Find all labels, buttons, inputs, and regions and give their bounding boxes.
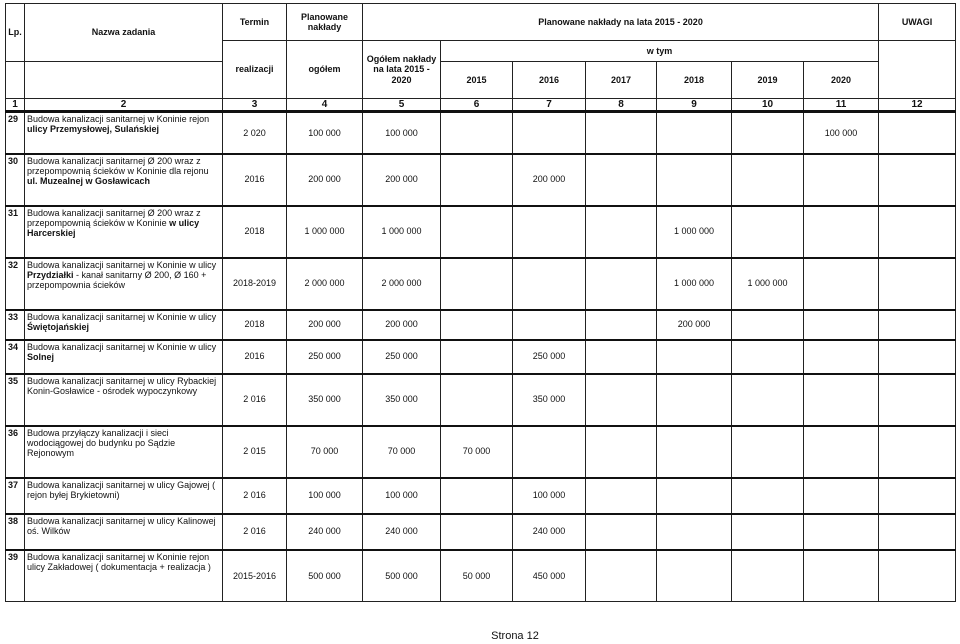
row-lp: 37	[6, 478, 25, 514]
row-value-2020	[804, 514, 879, 550]
row-value-2017	[586, 112, 657, 154]
page-number-label: Strona 12	[491, 630, 539, 642]
row-planned-total: 240 000	[287, 514, 363, 550]
row-termin: 2018-2019	[223, 258, 287, 310]
task-name-text: Budowa kanalizacji sanitarnej w ulicy Kalinowej oś. Wilków	[27, 515, 216, 536]
row-value-2017	[586, 514, 657, 550]
row-value-2015	[441, 154, 513, 206]
row-planned-total: 200 000	[287, 310, 363, 340]
task-name-text-end: - kanał sanitarny Ø 200, Ø 160 + przepompownia ścieków	[27, 269, 207, 290]
column-number: 5	[363, 99, 441, 112]
row-value-2017	[586, 310, 657, 340]
row-task-name	[25, 426, 223, 478]
row-uwagi	[879, 310, 956, 340]
row-planned-total: 70 000	[287, 426, 363, 478]
task-name-text: Budowa kanalizacji sanitarnej w Koninie rejon	[27, 114, 210, 124]
row-total-2015-2020: 240 000	[363, 514, 441, 550]
row-value-2016: 250 000	[513, 340, 586, 374]
row-total-2015-2020: 2 000 000	[363, 258, 441, 310]
row-task-name	[25, 154, 223, 206]
row-value-2015	[441, 206, 513, 258]
row-value-2017	[586, 154, 657, 206]
row-total-2015-2020: 350 000	[363, 374, 441, 426]
row-lp: 31	[6, 206, 25, 258]
row-lp: 29	[6, 112, 25, 154]
table-row	[6, 206, 956, 258]
row-value-2015	[441, 478, 513, 514]
row-value-2020	[804, 426, 879, 478]
column-number: 10	[732, 99, 804, 112]
row-value-2017	[586, 206, 657, 258]
row-value-2020	[804, 478, 879, 514]
row-uwagi	[879, 550, 956, 602]
task-name-text: Budowa kanalizacji sanitarnej w Koninie rejon ulicy Zakładowej ( dokumentacja + realizacja )	[27, 551, 211, 572]
row-termin: 2 016	[223, 374, 287, 426]
table-row	[6, 154, 956, 206]
row-value-2017	[586, 374, 657, 426]
row-termin: 2 020	[223, 112, 287, 154]
row-value-2015	[441, 374, 513, 426]
row-value-2020	[804, 374, 879, 426]
task-name-text: Budowa kanalizacji sanitarnej Ø 200 wraz z przepompownią ścieków w Koninie	[27, 207, 201, 228]
row-total-2015-2020: 100 000	[363, 112, 441, 154]
page-footer	[0, 630, 960, 642]
table-row	[6, 258, 956, 310]
row-value-2019	[732, 310, 804, 340]
row-value-2015	[441, 112, 513, 154]
table-row	[6, 426, 956, 478]
row-lp: 39	[6, 550, 25, 602]
header-year-2016: 2016	[513, 62, 586, 99]
row-value-2018: 1 000 000	[657, 206, 732, 258]
row-value-2017	[586, 426, 657, 478]
row-value-2016: 200 000	[513, 154, 586, 206]
row-value-2018	[657, 426, 732, 478]
row-value-2018	[657, 550, 732, 602]
row-value-2020	[804, 310, 879, 340]
row-value-2016: 240 000	[513, 514, 586, 550]
task-name-text: Budowa przyłączy kanalizacji i sieci wodociągowej do budynku po Sądzie Rejonowym	[27, 427, 176, 458]
task-name-street: Przydziałki	[27, 269, 74, 280]
row-lp: 32	[6, 258, 25, 310]
row-lp: 36	[6, 426, 25, 478]
header-planned: Planowane nakłady	[287, 4, 363, 41]
row-value-2018	[657, 340, 732, 374]
header-task-name: Nazwa zadania	[25, 4, 223, 62]
row-planned-total: 100 000	[287, 112, 363, 154]
investment-plan-table	[5, 3, 956, 602]
task-name-street: w ulicy Harcerskiej	[27, 217, 200, 238]
row-lp: 38	[6, 514, 25, 550]
row-value-2016	[513, 112, 586, 154]
row-termin: 2 016	[223, 478, 287, 514]
row-lp: 30	[6, 154, 25, 206]
row-value-2019: 1 000 000	[732, 258, 804, 310]
task-name-street: Solnej	[27, 351, 55, 362]
header-uwagi-blank	[879, 41, 956, 99]
row-value-2015	[441, 340, 513, 374]
task-name-text: Budowa kanalizacji sanitarnej Ø 200 wraz z przepompownią ścieków w Koninie dla rejonu	[27, 155, 209, 176]
row-uwagi	[879, 340, 956, 374]
row-total-2015-2020: 100 000	[363, 478, 441, 514]
column-numbers-row	[6, 99, 956, 112]
row-uwagi	[879, 206, 956, 258]
row-task-name	[25, 206, 223, 258]
row-value-2015: 70 000	[441, 426, 513, 478]
task-name-text: Budowa kanalizacji sanitarnej w ulicy Gajowej ( rejon byłej Brykietowni)	[27, 479, 216, 500]
task-name-text: Budowa kanalizacji sanitarnej w Koninie w ulicy	[27, 311, 217, 322]
row-value-2019	[732, 340, 804, 374]
header-year-2018: 2018	[657, 62, 732, 99]
row-value-2016: 100 000	[513, 478, 586, 514]
row-uwagi	[879, 374, 956, 426]
row-value-2015	[441, 258, 513, 310]
row-total-2015-2020: 250 000	[363, 340, 441, 374]
header-realizacji: realizacji	[223, 41, 287, 99]
row-value-2018	[657, 374, 732, 426]
row-uwagi	[879, 112, 956, 154]
row-total-2015-2020: 200 000	[363, 310, 441, 340]
row-value-2016: 350 000	[513, 374, 586, 426]
row-planned-total: 350 000	[287, 374, 363, 426]
row-task-name	[25, 514, 223, 550]
row-value-2017	[586, 550, 657, 602]
task-name-street: Świętojańskiej	[27, 321, 90, 332]
row-value-2017	[586, 478, 657, 514]
table-body	[6, 112, 956, 602]
table-header	[6, 4, 956, 112]
row-total-2015-2020: 1 000 000	[363, 206, 441, 258]
row-value-2018	[657, 514, 732, 550]
task-name-street: ul. Muzealnej w Gosławicach	[27, 175, 151, 186]
row-value-2019	[732, 478, 804, 514]
row-value-2016: 450 000	[513, 550, 586, 602]
row-task-name	[25, 258, 223, 310]
table-row	[6, 112, 956, 154]
header-termin: Termin	[223, 4, 287, 41]
table-row	[6, 374, 956, 426]
column-number: 7	[513, 99, 586, 112]
row-total-2015-2020: 500 000	[363, 550, 441, 602]
row-task-name	[25, 550, 223, 602]
row-value-2017	[586, 258, 657, 310]
row-task-name	[25, 478, 223, 514]
row-value-2019	[732, 550, 804, 602]
task-name-street: ulicy Przemysłowej, Sulańskiej	[27, 124, 160, 134]
row-value-2016	[513, 206, 586, 258]
task-name-text: Budowa kanalizacji sanitarnej w Koninie w ulicy	[27, 341, 217, 352]
row-value-2015	[441, 514, 513, 550]
row-planned-total: 100 000	[287, 478, 363, 514]
column-number: 4	[287, 99, 363, 112]
row-value-2020	[804, 154, 879, 206]
row-value-2018	[657, 154, 732, 206]
row-value-2015: 50 000	[441, 550, 513, 602]
row-total-2015-2020: 200 000	[363, 154, 441, 206]
row-lp: 35	[6, 374, 25, 426]
row-lp: 34	[6, 340, 25, 374]
column-number: 12	[879, 99, 956, 112]
row-task-name	[25, 374, 223, 426]
row-task-name	[25, 310, 223, 340]
column-number: 8	[586, 99, 657, 112]
row-termin: 2016	[223, 154, 287, 206]
row-value-2020	[804, 258, 879, 310]
row-value-2019	[732, 514, 804, 550]
task-name-text: Budowa kanalizacji sanitarnej w Koninie w ulicy	[27, 259, 217, 270]
row-value-2019	[732, 112, 804, 154]
header-ogolem: ogółem	[287, 41, 363, 99]
row-termin: 2 016	[223, 514, 287, 550]
row-termin: 2016	[223, 340, 287, 374]
header-blank-name	[25, 62, 223, 99]
row-value-2018: 200 000	[657, 310, 732, 340]
row-value-2016	[513, 426, 586, 478]
row-value-2020: 100 000	[804, 112, 879, 154]
header-planned-years: Planowane nakłady na lata 2015 - 2020	[363, 4, 879, 41]
row-value-2018	[657, 478, 732, 514]
table-row	[6, 514, 956, 550]
header-total-2015-2020: Ogółem nakłady na lata 2015 - 2020	[363, 41, 441, 99]
row-value-2017	[586, 340, 657, 374]
row-uwagi	[879, 258, 956, 310]
column-number: 11	[804, 99, 879, 112]
header-year-2015: 2015	[441, 62, 513, 99]
row-value-2016	[513, 258, 586, 310]
table-row	[6, 478, 956, 514]
header-year-2020: 2020	[804, 62, 879, 99]
table-row	[6, 340, 956, 374]
row-value-2018: 1 000 000	[657, 258, 732, 310]
row-value-2020	[804, 206, 879, 258]
table-row	[6, 550, 956, 602]
row-task-name	[25, 340, 223, 374]
row-value-2020	[804, 550, 879, 602]
row-uwagi	[879, 426, 956, 478]
row-value-2018	[657, 112, 732, 154]
row-termin: 2018	[223, 206, 287, 258]
row-uwagi	[879, 514, 956, 550]
row-planned-total: 250 000	[287, 340, 363, 374]
row-task-name	[25, 112, 223, 154]
row-value-2019	[732, 426, 804, 478]
column-number: 1	[6, 99, 25, 112]
row-planned-total: 200 000	[287, 154, 363, 206]
row-uwagi	[879, 478, 956, 514]
row-termin: 2015-2016	[223, 550, 287, 602]
header-year-2017: 2017	[586, 62, 657, 99]
row-planned-total: 500 000	[287, 550, 363, 602]
table-row	[6, 310, 956, 340]
column-number: 3	[223, 99, 287, 112]
row-planned-total: 1 000 000	[287, 206, 363, 258]
header-blank-lp	[6, 62, 25, 99]
row-planned-total: 2 000 000	[287, 258, 363, 310]
row-value-2019	[732, 206, 804, 258]
row-uwagi	[879, 154, 956, 206]
header-w-tym: w tym	[441, 41, 879, 62]
column-number: 6	[441, 99, 513, 112]
row-value-2019	[732, 154, 804, 206]
row-termin: 2 015	[223, 426, 287, 478]
column-number: 2	[25, 99, 223, 112]
row-value-2019	[732, 374, 804, 426]
row-value-2016	[513, 310, 586, 340]
task-name-text: Budowa kanalizacji sanitarnej w ulicy Rybackiej Konin-Gosławice - ośrodek wypoczynkowy	[27, 375, 217, 396]
column-number: 9	[657, 99, 732, 112]
row-total-2015-2020: 70 000	[363, 426, 441, 478]
row-termin: 2018	[223, 310, 287, 340]
header-lp: Lp.	[6, 4, 25, 62]
row-lp: 33	[6, 310, 25, 340]
header-uwagi: UWAGI	[879, 4, 956, 41]
header-year-2019: 2019	[732, 62, 804, 99]
row-value-2015	[441, 310, 513, 340]
row-value-2020	[804, 340, 879, 374]
